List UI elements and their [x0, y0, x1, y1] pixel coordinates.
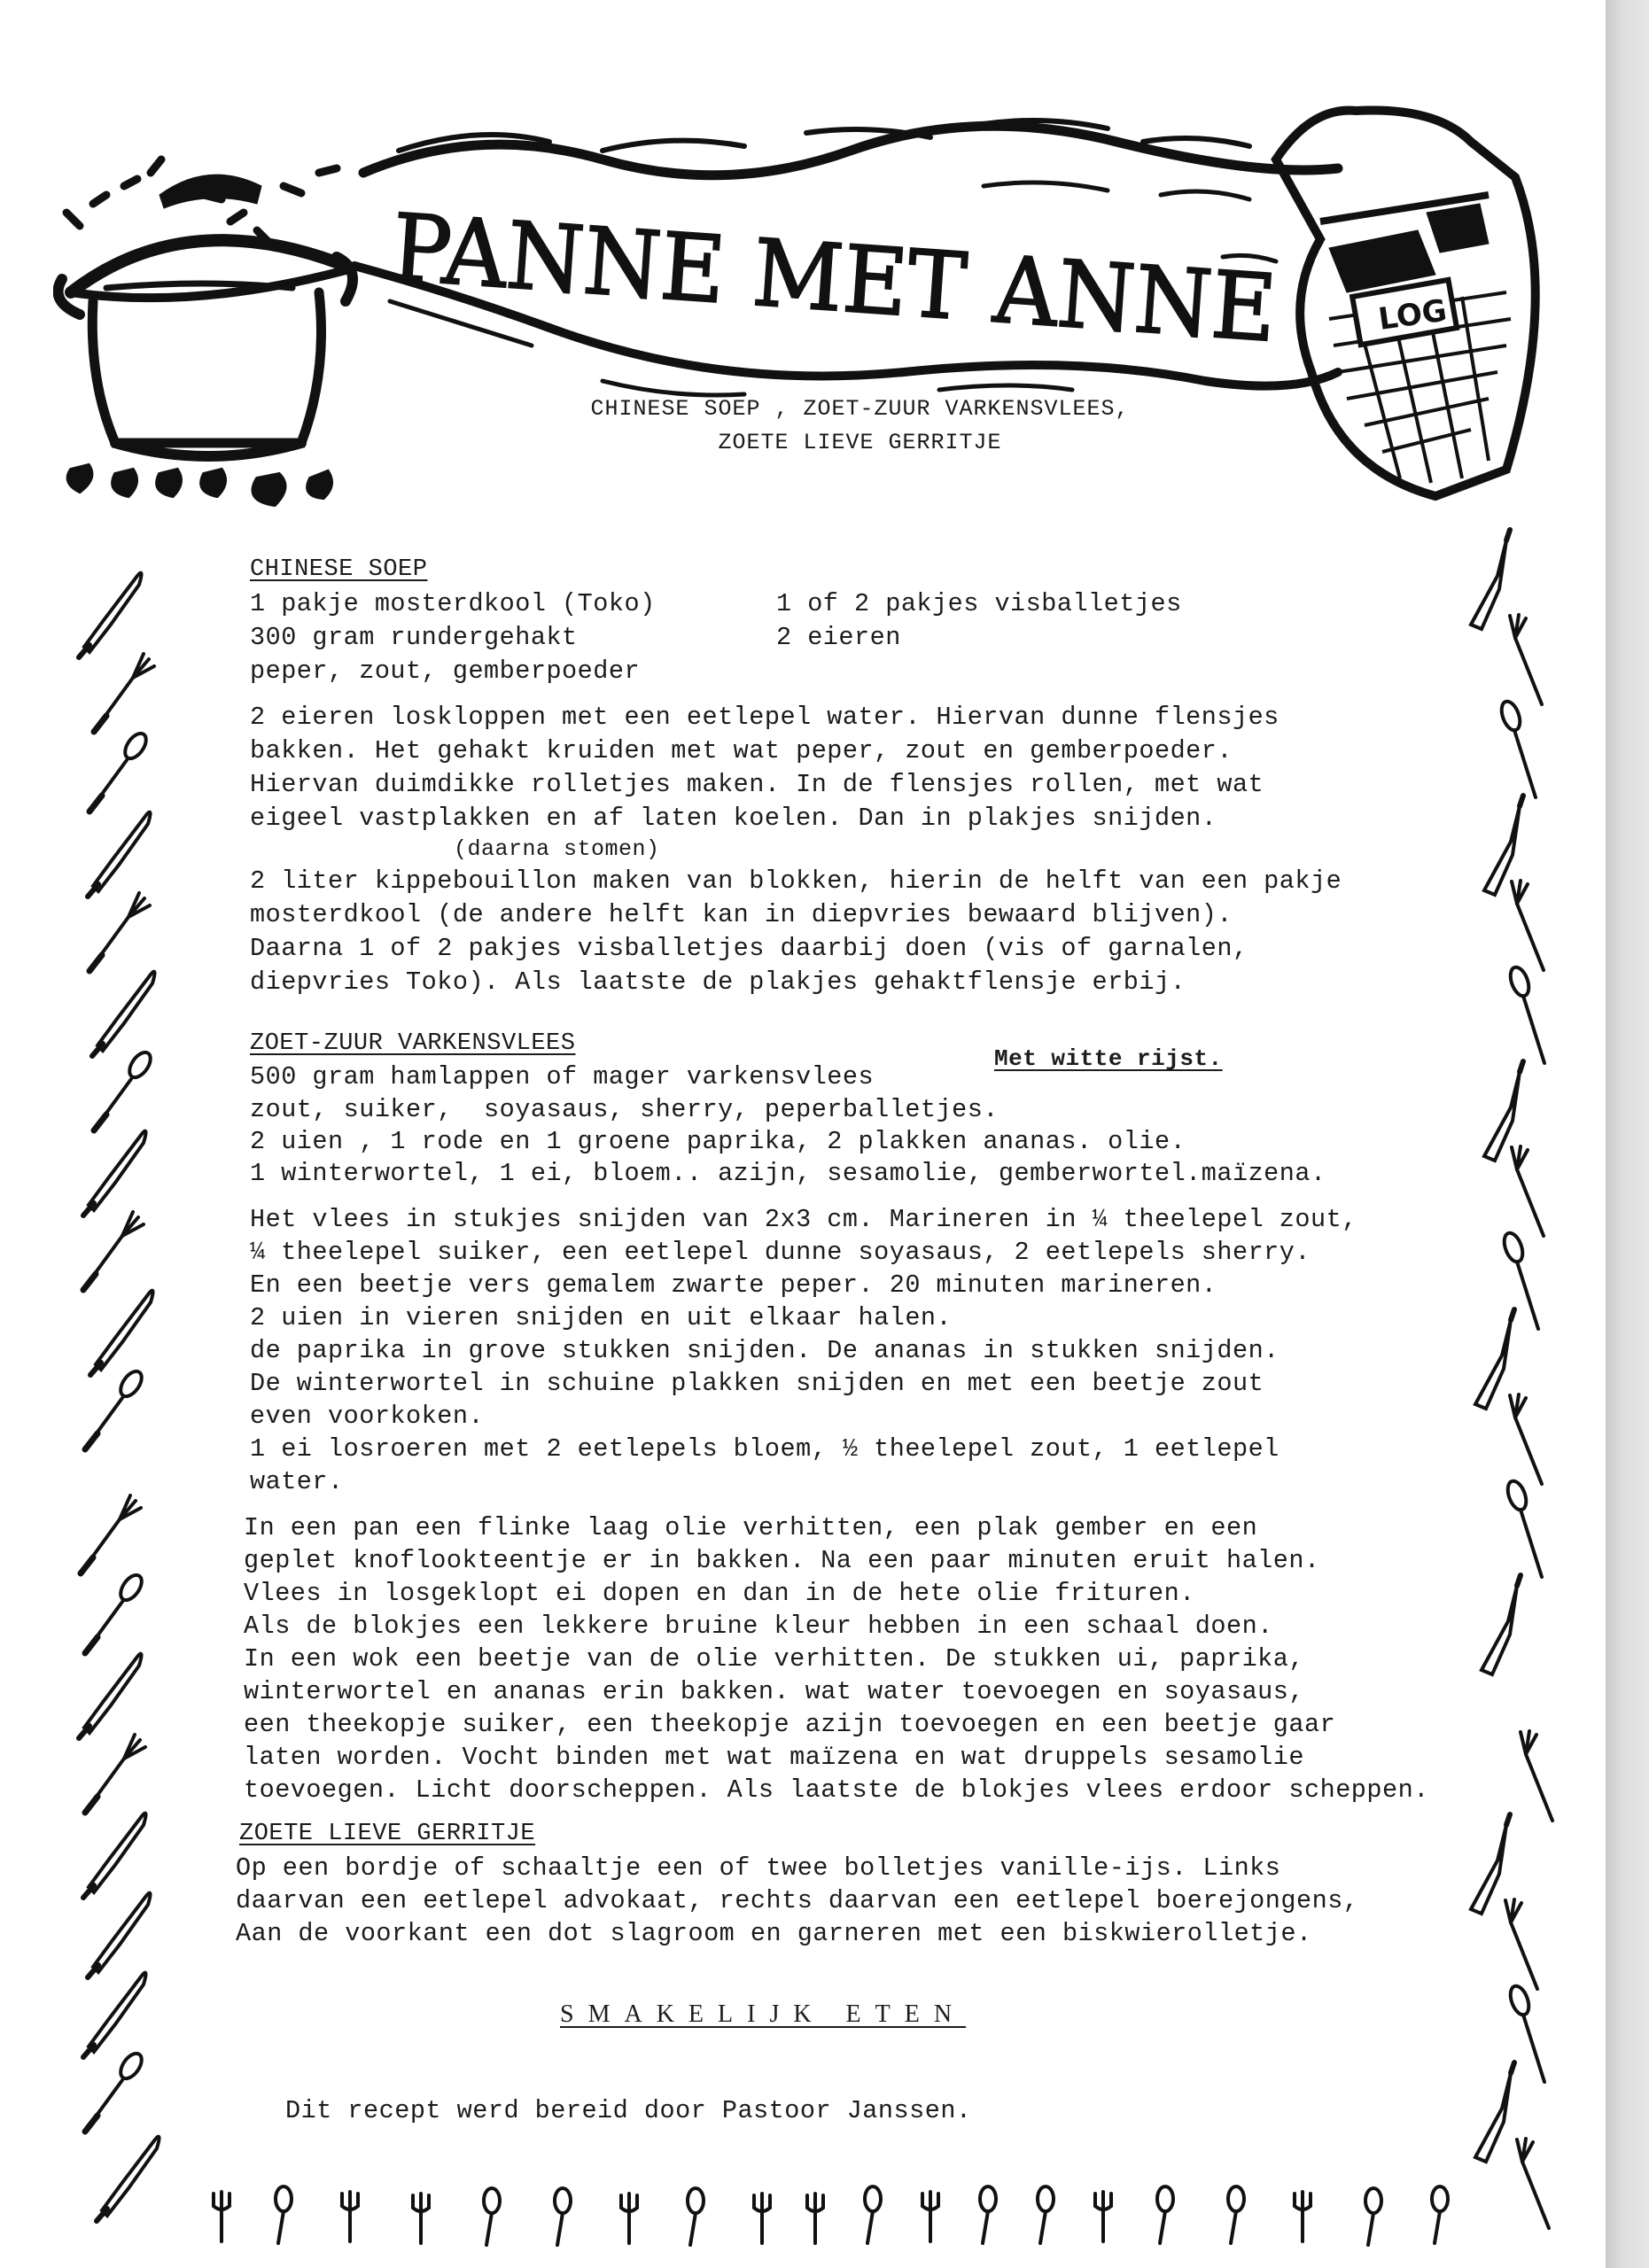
spoon-icon: [980, 2186, 996, 2243]
pork-ingredient: 500 gram hamlappen of mager varkensvlees: [250, 1062, 875, 1091]
soup-step-line: bakken. Het gehakt kruiden met wat peper, zout en gemberpoeder.: [250, 736, 1233, 765]
pork-step-line: geplet knoflookteentje er in bakken. Na een paar minuten eruit halen.: [244, 1546, 1320, 1575]
knife-icon: [1484, 796, 1523, 895]
fork-icon: [1517, 2139, 1549, 2228]
soup-ingredient: peper, zout, gemberpoeder: [250, 656, 641, 686]
fork-icon: [1295, 2192, 1311, 2241]
soup-ingredient: 300 gram rundergehakt: [250, 623, 578, 652]
fork-icon: [214, 2192, 229, 2241]
spoon-icon: [1507, 965, 1544, 1063]
fork-icon: [94, 654, 154, 732]
soup-step-line: Hiervan duimdikke rolletjes maken. In de flensjes rollen, met wat: [250, 770, 1264, 799]
pork-step-line: even voorkoken.: [250, 1402, 485, 1431]
pork-step-line: een theekopje suiker, een theekopje azijn toevoegen en een beetje gaar: [244, 1710, 1336, 1739]
soup-step-line: 2 liter kippebouillon maken van blokken, hierin de helft van een pakje: [250, 866, 1342, 896]
fork-icon: [1510, 615, 1542, 704]
pork-step-line: laten worden. Vocht binden met wat maïzena en wat druppels sesamolie: [244, 1743, 1304, 1772]
knife-icon: [92, 972, 155, 1056]
spoon-icon: [865, 2186, 881, 2243]
spoon-icon: [1365, 2188, 1381, 2245]
fork-icon: [89, 893, 150, 971]
spoon-icon: [1432, 2186, 1448, 2243]
fork-icon: [621, 2194, 637, 2243]
knife-icon: [83, 1973, 146, 2057]
pork-step-line: ¼ theelepel suiker, een eetlepel dunne soyasaus, 2 eetlepels sherry.: [250, 1238, 1311, 1267]
fork-icon: [1510, 1394, 1542, 1484]
pork-step-line: En een beetje vers gemalem zwarte peper. 20 minuten marineren.: [250, 1270, 1217, 1300]
dessert-line: Op een bordje of schaaltje een of twee bolletjes vanille-ijs. Links: [236, 1853, 1281, 1883]
dessert-line: Aan de voorkant een dot slagroom en garneren met een biskwierolletje.: [236, 1919, 1312, 1948]
spoon-icon: [484, 2188, 500, 2245]
pork-step-line: In een pan een flinke laag olie verhitten, een plak gember en een: [244, 1513, 1258, 1542]
spoon-icon: [94, 1049, 155, 1130]
fork-icon: [1521, 1731, 1552, 1821]
fork-icon: [83, 1212, 144, 1290]
spoon-icon: [1505, 1479, 1542, 1577]
spoon-icon: [85, 1368, 146, 1449]
fork-icon: [81, 1495, 141, 1573]
knife-icon: [79, 1654, 142, 1738]
pork-step-line: water.: [250, 1467, 344, 1496]
soup-ingredient: 1 of 2 pakjes visballetjes: [776, 589, 1182, 618]
knife-icon: [97, 2137, 159, 2221]
knife-icon: [88, 812, 151, 897]
footer-credit: Dit recept werd bereid door Pastoor Janssen.: [285, 2096, 972, 2125]
spoon-icon: [688, 2188, 704, 2245]
fork-icon: [413, 2194, 429, 2243]
spoon-icon: [555, 2188, 571, 2245]
soup-ingredient: 2 eieren: [776, 623, 901, 652]
soup-step-line: mosterdkool (de andere helft kan in diepvries bewaard blijven).: [250, 900, 1233, 929]
knife-icon: [1484, 1061, 1523, 1161]
logo-title: PANNE MET ANNE: [388, 193, 1319, 366]
soup-step-line: diepvries Toko). Als laatste de plakjes gehaktflensje erbij.: [250, 967, 1186, 997]
soup-step-line: eigeel vastplakken en af laten koelen. Dan in plakjes snijden.: [250, 804, 1217, 833]
knife-icon: [1482, 1575, 1521, 1674]
pork-step-line: Vlees in losgeklopt ei dopen en dan in de hete olie frituren.: [244, 1579, 1195, 1608]
pork-step-line: Als de blokjes een lekkere bruine kleur hebben in een schaal doen.: [244, 1612, 1273, 1641]
fork-icon: [754, 2194, 770, 2243]
subtitle-line-1: CHINESE SOEP , ZOET-ZUUR VARKENSVLEES,: [590, 396, 1130, 422]
fork-icon: [1512, 1146, 1544, 1236]
pork-ingredient: 2 uien , 1 rode en 1 groene paprika, 2 plakken ananas. olie.: [250, 1127, 1186, 1156]
fork-icon: [85, 1735, 145, 1813]
knife-icon: [83, 1814, 146, 1898]
knife-icon: [79, 573, 142, 657]
pork-step-line: toevoegen. Licht doorscheppen. Als laatste de blokjes vlees erdoor scheppen.: [244, 1775, 1429, 1805]
apron-badge-text: LOG: [1376, 292, 1450, 338]
knife-icon: [88, 1893, 151, 1977]
pork-side-note: Met witte rijst.: [994, 1045, 1223, 1072]
pork-step-line: Het vlees in stukjes snijden van 2x3 cm. Marineren in ¼ theelepel zout,: [250, 1205, 1357, 1234]
spoon-icon: [1157, 2186, 1173, 2243]
pork-step-line: 2 uien in vieren snijden en uit elkaar halen.: [250, 1303, 953, 1332]
spoon-icon: [1501, 1231, 1538, 1329]
soup-insert-note: (daarna stomen): [454, 836, 660, 862]
knife-icon: [83, 1131, 146, 1216]
spoon-icon: [89, 730, 151, 812]
knife-icon: [1471, 1814, 1510, 1914]
pork-step-line: 1 ei losroeren met 2 eetlepels bloem, ½ theelepel zout, 1 eetlepel: [250, 1434, 1280, 1464]
knife-icon: [90, 1291, 153, 1375]
fork-icon: [1095, 2192, 1111, 2241]
knife-icon: [1471, 530, 1510, 629]
soup-step-line: 2 eieren loskloppen met een eetlepel water. Hiervan dunne flensjes: [250, 703, 1280, 732]
pork-step-line: De winterwortel in schuine plakken snijden en met een beetje zout: [250, 1369, 1264, 1398]
knife-icon: [1475, 2062, 1514, 2162]
fork-icon: [342, 2192, 358, 2241]
fork-icon: [807, 2194, 823, 2243]
soup-ingredient: 1 pakje mosterdkool (Toko): [250, 589, 656, 618]
spoon-icon: [1498, 699, 1536, 797]
pork-ingredient: zout, suiker, soyasaus, sherry, peperballetjes.: [250, 1095, 999, 1124]
pork-ingredient: 1 winterwortel, 1 ei, bloem.. azijn, sesamolie, gemberwortel.maïzena.: [250, 1159, 1326, 1188]
pork-step-line: winterwortel en ananas erin bakken. wat water toevoegen en soyasaus,: [244, 1677, 1304, 1706]
pork-title: ZOET-ZUUR VARKENSVLEES: [250, 1030, 576, 1057]
fork-icon: [1505, 1899, 1537, 1989]
knife-icon: [1475, 1309, 1514, 1409]
spoon-icon: [1228, 2186, 1244, 2243]
soup-step-line: Daarna 1 of 2 pakjes visballetjes daarbij doen (vis of garnalen,: [250, 934, 1248, 963]
spoon-icon: [1038, 2186, 1054, 2243]
spoon-icon: [85, 1572, 146, 1653]
spoon-icon: [85, 2050, 146, 2132]
spoon-icon: [276, 2186, 292, 2243]
dessert-line: daarvan een eetlepel advokaat, rechts daarvan een eetlepel boerejongens,: [236, 1886, 1359, 1915]
fork-icon: [1512, 881, 1544, 970]
pork-step-line: In een wok een beetje van de olie verhitten. De stukken ui, paprika,: [244, 1644, 1304, 1674]
dessert-title: ZOETE LIEVE GERRITJE: [239, 1821, 536, 1847]
soup-title: CHINESE SOEP: [250, 556, 428, 583]
fork-icon: [922, 2192, 938, 2241]
closing-text: SMAKELIJK ETEN: [560, 2000, 967, 2028]
subtitle-line-2: ZOETE LIEVE GERRITJE: [718, 430, 1002, 455]
pork-step-line: de paprika in grove stukken snijden. De ananas in stukken snijden.: [250, 1336, 1280, 1365]
